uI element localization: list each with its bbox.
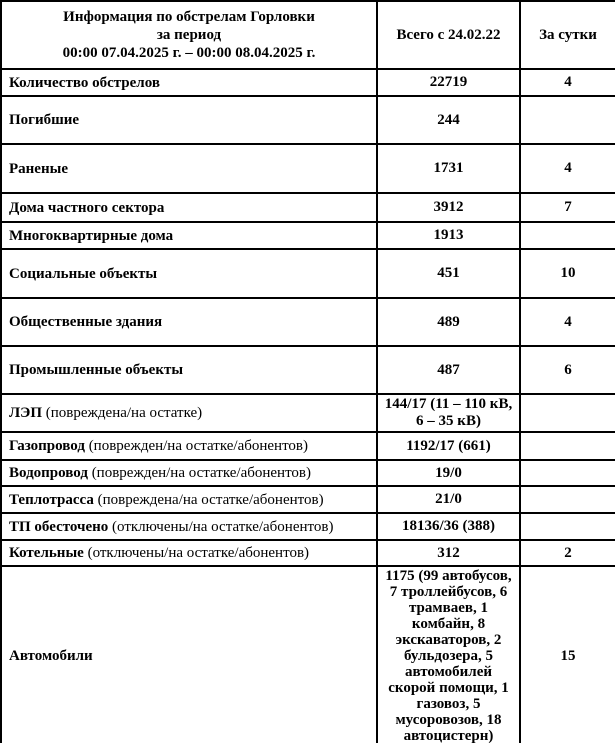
table-row xyxy=(1,298,615,346)
column-header-daily: За сутки xyxy=(520,1,615,69)
row-daily-value xyxy=(520,513,615,540)
table-title-line3: 00:00 07.04.2025 г. – 00:00 08.04.2025 г. xyxy=(62,45,316,61)
table-title-cell xyxy=(1,1,377,69)
table-row xyxy=(1,460,615,486)
row-total-value: 1913 xyxy=(377,222,520,249)
table-row xyxy=(1,249,615,298)
row-daily-value xyxy=(520,96,615,144)
table-title-line2: за период xyxy=(156,27,222,43)
table-row xyxy=(1,540,615,566)
row-daily-value: 10 xyxy=(520,249,615,298)
row-daily-value xyxy=(520,460,615,486)
row-label: Общественные здания xyxy=(9,314,163,330)
row-daily-value: 7 xyxy=(520,193,615,222)
row-label: ТП обесточено xyxy=(9,518,109,535)
row-label-note: (повреждена/на остатке/абонентов) xyxy=(93,491,324,508)
table-row xyxy=(1,394,615,432)
row-daily-value: 2 xyxy=(520,540,615,566)
row-total-value: 489 xyxy=(377,298,520,346)
row-label-note: (отключены/на остатке/абонентов) xyxy=(83,545,310,561)
row-total-value: 3912 xyxy=(377,193,520,222)
row-daily-value: 4 xyxy=(520,144,615,193)
row-total-value: 19/0 xyxy=(377,460,520,486)
row-total-value: 1731 xyxy=(377,144,520,193)
table-row xyxy=(1,432,615,460)
row-label: ЛЭП xyxy=(9,405,43,421)
table-row xyxy=(1,486,615,513)
table-row xyxy=(1,193,615,222)
row-label: Котельные xyxy=(9,545,84,561)
row-label: Теплотрасса xyxy=(9,491,94,508)
column-header-total: Всего с 24.02.22 xyxy=(377,1,520,69)
table-row xyxy=(1,346,615,394)
row-label: Количество обстрелов xyxy=(9,74,160,91)
row-daily-value xyxy=(520,486,615,513)
table-row xyxy=(1,566,615,743)
row-label-note: (поврежден/на остатке/абонентов) xyxy=(84,438,309,454)
row-label-note: (поврежден/на остатке/абонентов) xyxy=(87,465,312,481)
row-total-value: 1192/17 (661) xyxy=(377,432,520,460)
row-label: Погибшие xyxy=(9,112,80,128)
row-total-value: 18136/36 (388) xyxy=(377,513,520,540)
row-label: Многоквартирные дома xyxy=(9,227,174,244)
row-total-value: 487 xyxy=(377,346,520,394)
table-title-line1: Информация по обстрелам Горловки xyxy=(63,9,315,25)
row-daily-value xyxy=(520,394,615,432)
row-daily-value: 4 xyxy=(520,69,615,96)
row-total-value: 1175 (99 автобусов, 7 троллейбусов, 6 трамваев, 1 комбайн, 8 экскаваторов, 2 бульдозера, 5 автомобилей скорой помощи, 1 газовоз, 5 мусоровозов, 18 автоцистерн) xyxy=(377,566,520,743)
row-daily-value: 15 xyxy=(520,566,615,743)
row-label: Промышленные объекты xyxy=(9,362,184,378)
row-label: Водопровод xyxy=(9,465,88,481)
row-label: Дома частного сектора xyxy=(9,199,165,216)
table-row xyxy=(1,69,615,96)
table-row xyxy=(1,144,615,193)
row-daily-value: 6 xyxy=(520,346,615,394)
row-daily-value xyxy=(520,222,615,249)
row-label: Раненые xyxy=(9,160,68,177)
row-label: Социальные объекты xyxy=(9,265,158,282)
row-total-value: 21/0 xyxy=(377,486,520,513)
row-total-value: 244 xyxy=(377,96,520,144)
row-daily-value xyxy=(520,432,615,460)
table-row xyxy=(1,513,615,540)
row-total-value: 312 xyxy=(377,540,520,566)
row-label-note: (повреждена/на остатке) xyxy=(42,405,203,421)
row-label-note: (отключены/на остатке/абонентов) xyxy=(108,518,334,535)
row-total-value: 451 xyxy=(377,249,520,298)
table-header-row xyxy=(1,1,615,69)
row-total-value: 22719 xyxy=(377,69,520,96)
table-row xyxy=(1,222,615,249)
row-label: Газопровод xyxy=(9,438,85,454)
row-label: Автомобили xyxy=(9,648,93,664)
table-row xyxy=(1,96,615,144)
row-total-value: 144/17 (11 – 110 кВ, 6 – 35 кВ) xyxy=(377,394,520,432)
row-daily-value: 4 xyxy=(520,298,615,346)
